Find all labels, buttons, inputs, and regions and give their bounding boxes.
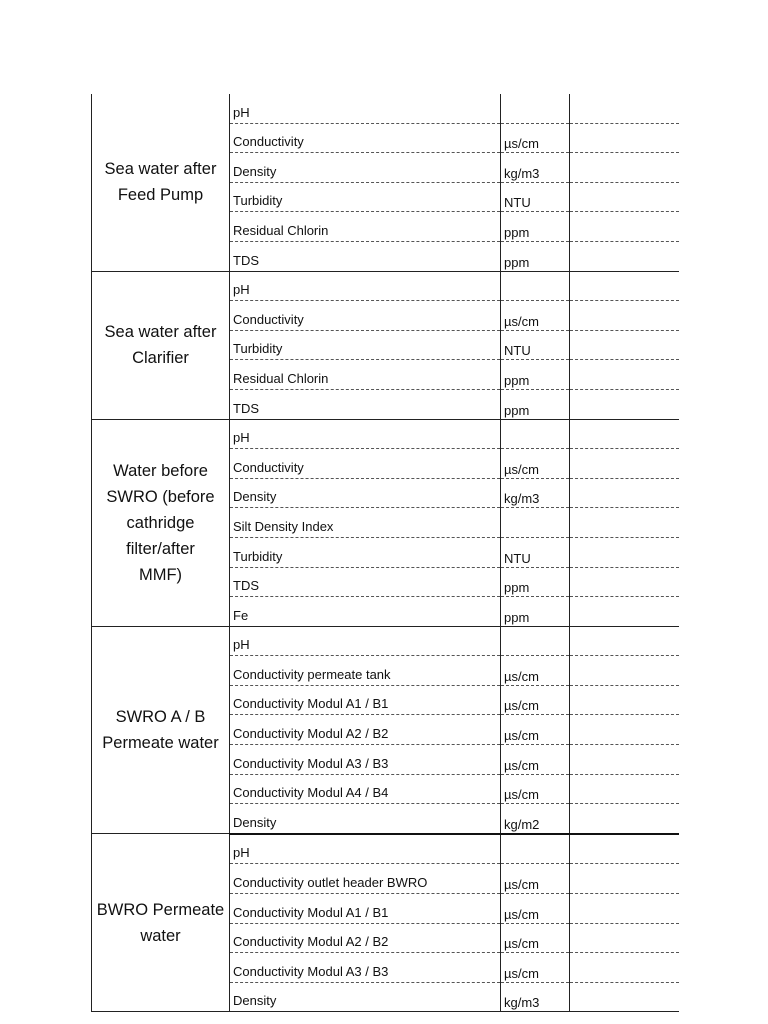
value-cell[interactable] <box>570 567 679 597</box>
unit-cell <box>501 834 570 864</box>
table-body <box>92 94 679 1012</box>
value-cell[interactable] <box>570 745 679 775</box>
parameter-cell: Conductivity Modul A3 / B3 <box>230 953 501 983</box>
unit-cell: µs/cm <box>501 449 570 479</box>
unit-cell: kg/m3 <box>501 153 570 183</box>
value-cell[interactable] <box>570 271 679 301</box>
value-cell[interactable] <box>570 774 679 804</box>
value-cell[interactable] <box>570 389 679 419</box>
value-cell[interactable] <box>570 537 679 567</box>
value-cell[interactable] <box>570 360 679 390</box>
unit-cell: µs/cm <box>501 123 570 153</box>
unit-cell: NTU <box>501 537 570 567</box>
parameter-cell: Density <box>230 478 501 508</box>
value-cell[interactable] <box>570 419 679 449</box>
parameter-cell: Density <box>230 982 501 1012</box>
unit-cell: ppm <box>501 389 570 419</box>
parameter-cell: Silt Density Index <box>230 508 501 538</box>
unit-cell: kg/m2 <box>501 804 570 834</box>
value-cell[interactable] <box>570 923 679 953</box>
unit-cell: ppm <box>501 241 570 271</box>
value-cell[interactable] <box>570 864 679 894</box>
value-cell[interactable] <box>570 212 679 242</box>
parameter-cell: pH <box>230 626 501 656</box>
table-row <box>92 419 679 449</box>
unit-cell: µs/cm <box>501 745 570 775</box>
table-row <box>92 834 679 864</box>
unit-cell: ppm <box>501 212 570 242</box>
unit-cell: µs/cm <box>501 774 570 804</box>
unit-cell: ppm <box>501 597 570 627</box>
value-cell[interactable] <box>570 123 679 153</box>
parameter-cell: Turbidity <box>230 537 501 567</box>
value-cell[interactable] <box>570 597 679 627</box>
value-cell[interactable] <box>570 834 679 864</box>
value-cell[interactable] <box>570 804 679 834</box>
sample-point-label: SWRO A / B Permeate water <box>92 626 230 834</box>
unit-cell <box>501 508 570 538</box>
parameter-cell: Fe <box>230 597 501 627</box>
unit-cell <box>501 626 570 656</box>
unit-cell: µs/cm <box>501 715 570 745</box>
unit-cell: µs/cm <box>501 656 570 686</box>
sample-point-label: Water before SWRO (before cathridge filter/after MMF) <box>92 419 230 626</box>
parameter-cell: Conductivity Modul A1 / B1 <box>230 894 501 924</box>
parameter-cell: pH <box>230 834 501 864</box>
value-cell[interactable] <box>570 330 679 360</box>
value-cell[interactable] <box>570 656 679 686</box>
unit-cell: µs/cm <box>501 923 570 953</box>
table-row <box>92 626 679 656</box>
value-cell[interactable] <box>570 94 679 123</box>
table-row <box>92 94 679 123</box>
value-cell[interactable] <box>570 153 679 183</box>
unit-cell <box>501 94 570 123</box>
unit-cell: kg/m3 <box>501 982 570 1012</box>
unit-cell: ppm <box>501 360 570 390</box>
unit-cell: µs/cm <box>501 894 570 924</box>
value-cell[interactable] <box>570 626 679 656</box>
parameter-cell: Conductivity <box>230 123 501 153</box>
parameter-cell: Conductivity Modul A2 / B2 <box>230 923 501 953</box>
parameter-cell: Conductivity Modul A2 / B2 <box>230 715 501 745</box>
unit-cell: µs/cm <box>501 685 570 715</box>
parameter-cell: TDS <box>230 241 501 271</box>
value-cell[interactable] <box>570 894 679 924</box>
parameter-cell: pH <box>230 94 501 123</box>
parameter-cell: Conductivity Modul A1 / B1 <box>230 685 501 715</box>
parameter-cell: Turbidity <box>230 330 501 360</box>
parameter-cell: Conductivity permeate tank <box>230 656 501 686</box>
unit-cell: µs/cm <box>501 301 570 331</box>
value-cell[interactable] <box>570 953 679 983</box>
unit-cell: ppm <box>501 567 570 597</box>
sample-point-label: Sea water after Clarifier <box>92 271 230 419</box>
value-cell[interactable] <box>570 241 679 271</box>
value-cell[interactable] <box>570 449 679 479</box>
parameter-cell: Conductivity Modul A3 / B3 <box>230 745 501 775</box>
sample-point-label: Sea water after Feed Pump <box>92 94 230 271</box>
value-cell[interactable] <box>570 685 679 715</box>
parameter-cell: Density <box>230 153 501 183</box>
parameter-cell: pH <box>230 419 501 449</box>
value-cell[interactable] <box>570 182 679 212</box>
water-quality-table <box>91 94 679 1012</box>
unit-cell <box>501 419 570 449</box>
value-cell[interactable] <box>570 301 679 331</box>
parameter-cell: Residual Chlorin <box>230 212 501 242</box>
parameter-cell: Conductivity outlet header BWRO <box>230 864 501 894</box>
value-cell[interactable] <box>570 508 679 538</box>
table-row <box>92 271 679 301</box>
unit-cell: kg/m3 <box>501 478 570 508</box>
parameter-cell: pH <box>230 271 501 301</box>
value-cell[interactable] <box>570 715 679 745</box>
parameter-cell: Density <box>230 804 501 834</box>
unit-cell: µs/cm <box>501 864 570 894</box>
value-cell[interactable] <box>570 478 679 508</box>
unit-cell <box>501 271 570 301</box>
unit-cell: NTU <box>501 182 570 212</box>
parameter-cell: Conductivity <box>230 301 501 331</box>
parameter-cell: Conductivity <box>230 449 501 479</box>
parameter-cell: TDS <box>230 567 501 597</box>
sample-point-label: BWRO Permeate water <box>92 834 230 1012</box>
parameter-cell: TDS <box>230 389 501 419</box>
value-cell[interactable] <box>570 982 679 1012</box>
parameter-cell: Turbidity <box>230 182 501 212</box>
unit-cell: NTU <box>501 330 570 360</box>
unit-cell: µs/cm <box>501 953 570 983</box>
parameter-cell: Conductivity Modul A4 / B4 <box>230 774 501 804</box>
parameter-cell: Residual Chlorin <box>230 360 501 390</box>
